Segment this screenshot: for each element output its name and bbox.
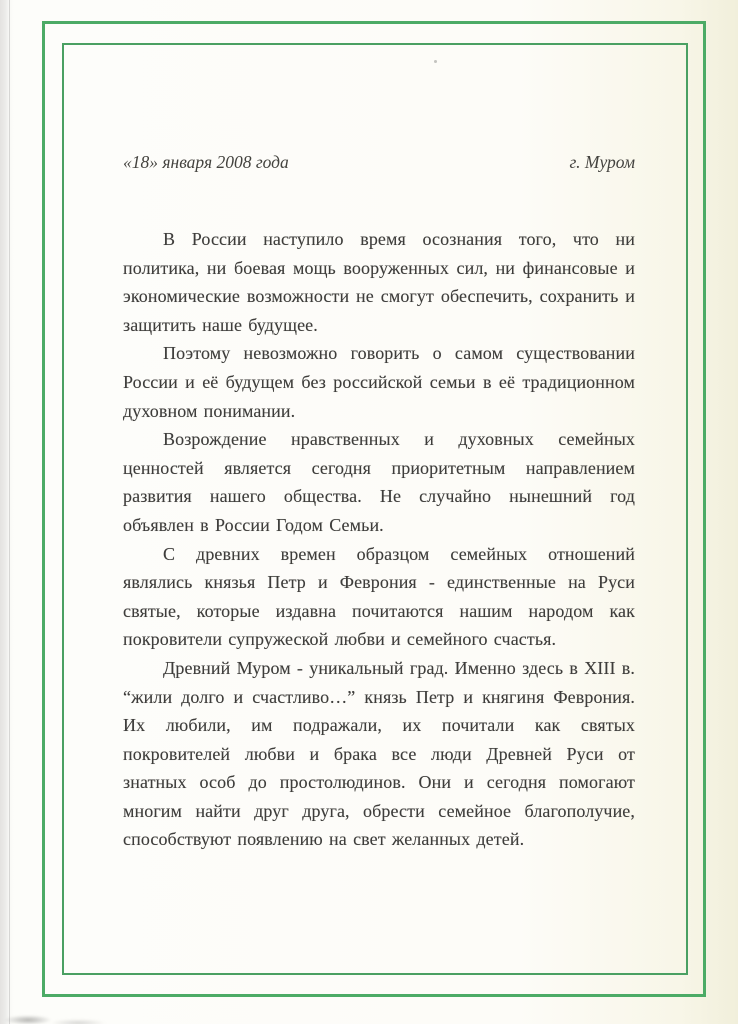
scan-edge [0,0,10,1024]
document-header [123,152,635,173]
place-line: г. Муром [569,152,635,172]
document-content [123,152,635,854]
document-body [123,225,635,854]
scan-artifact [0,1008,120,1024]
paragraph-2: Поэтому невозможно говорить о самом существовании России и её будущем без российской семьи в её традиционном духовном понимании. [123,343,635,421]
paragraph-3: Возрождение нравственных и духовных семейных ценностей является сегодня приоритетным направлением развития нашего общества. Не случайно нынешний год объявлен в России Годом Семьи. [123,429,635,535]
paragraph-5: Древний Муром - уникальный град. Именно здесь в XIII в. “жили долго и счастливо…” князь Петр и княгиня Феврония. Их любили, им подражали, их почитали как святых покровителей любви и брака все люди Древней Руси от знатных особ до простолюдинов. Они и сегодня помогают многим найти друг друга, обрести семейное благополучие, способствуют появлению на свет желанных детей. [123,657,635,850]
paragraph-1: В России наступило время осознания того, что ни политика, ни боевая мощь вооруженных сил, ни финансовые и экономические возможности не смогут обеспечить, сохранить и защитить наше будущее. [123,229,635,335]
date-line: «18» января 2008 года [123,152,289,172]
paragraph-4: С древних времен образцом семейных отношений являлись князья Петр и Феврония - единственные на Руси святые, которые издавна почитаются нашим народом как покровители супружеской любви и семейного счастья. [123,543,635,650]
